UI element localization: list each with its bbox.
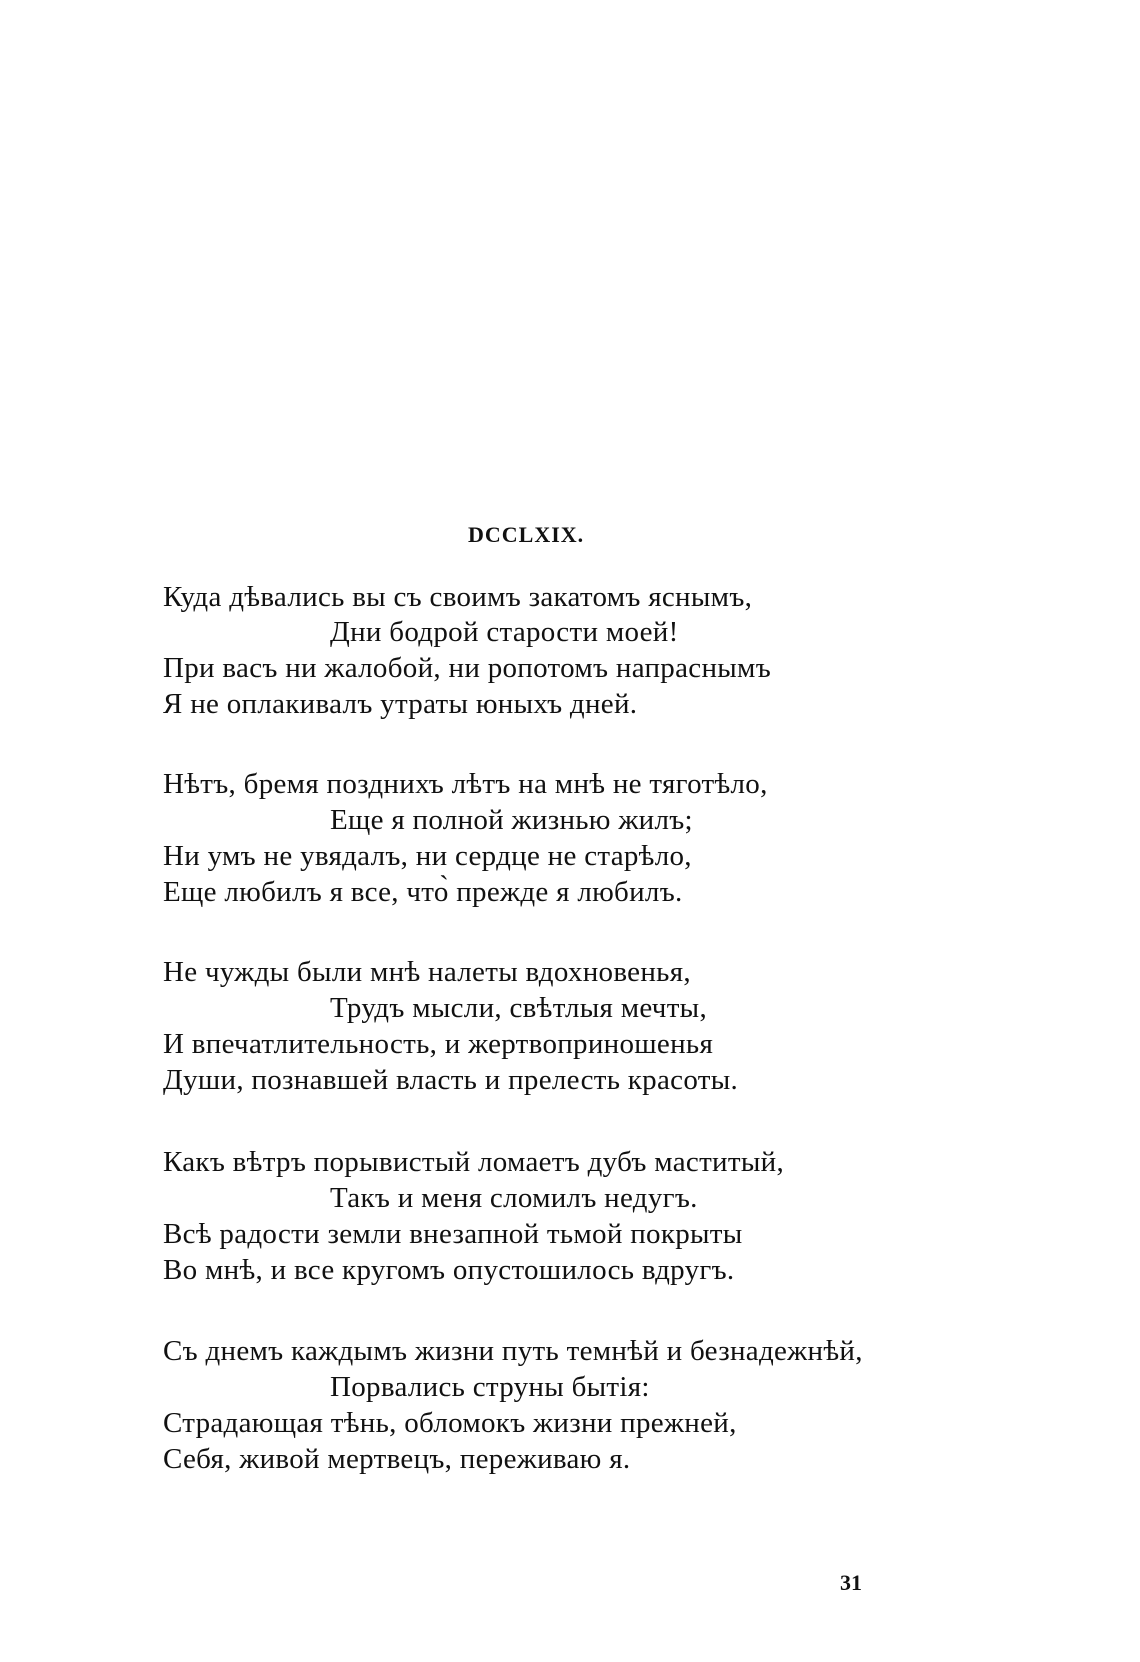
poem-line: Нѣтъ, бремя позднихъ лѣтъ на мнѣ не тяготѣло, (163, 768, 768, 800)
poem-line: При васъ ни жалобой, ни ропотомъ напраснымъ (163, 652, 771, 684)
poem-line: Души, познавшей власть и прелесть красоты. (163, 1064, 739, 1096)
poem-line: И впечатлительность, и жертвоприношенья (163, 1028, 714, 1060)
poem-line: Съ днемъ каждымъ жизни путь темнѣй и безнадежнѣй, (163, 1335, 863, 1367)
poem-number-heading: DCCLXIX. (468, 522, 585, 547)
page-number: 31 (840, 1570, 862, 1595)
poem-line: Страдающая тѣнь, обломокъ жизни прежней, (163, 1407, 737, 1439)
poem-line: Во мнѣ, и все кругомъ опустошилось вдругъ. (163, 1254, 735, 1286)
poem-line: Куда дѣвались вы съ своимъ закатомъ яснымъ, (163, 581, 753, 613)
poem-line: Такъ и меня сломилъ недугъ. (330, 1182, 698, 1214)
poem-line: Всѣ радости земли внезапной тьмой покрыты (163, 1218, 743, 1250)
poem-line: Какъ вѣтръ порывистый ломаетъ дубъ маститый, (163, 1146, 784, 1178)
poem-line: Себя, живой мертвецъ, переживаю я. (163, 1443, 631, 1475)
poem-line: Дни бодрой старости моей! (330, 616, 679, 648)
poem-line: Я не оплакивалъ утраты юныхъ дней. (163, 688, 638, 720)
poem-line: Ни умъ не увядалъ, ни сердце не старѣло, (163, 840, 692, 872)
poem-line: Не чужды были мнѣ налеты вдохновенья, (163, 956, 691, 988)
poem-line: Еще я полной жизнью жилъ; (330, 804, 693, 836)
poem-line: Еще любилъ я все, что̀ прежде я любилъ. (163, 876, 683, 908)
poem-line: Порвались струны бытія: (330, 1371, 650, 1403)
poem-line: Трудъ мысли, свѣтлыя мечты, (330, 992, 708, 1024)
